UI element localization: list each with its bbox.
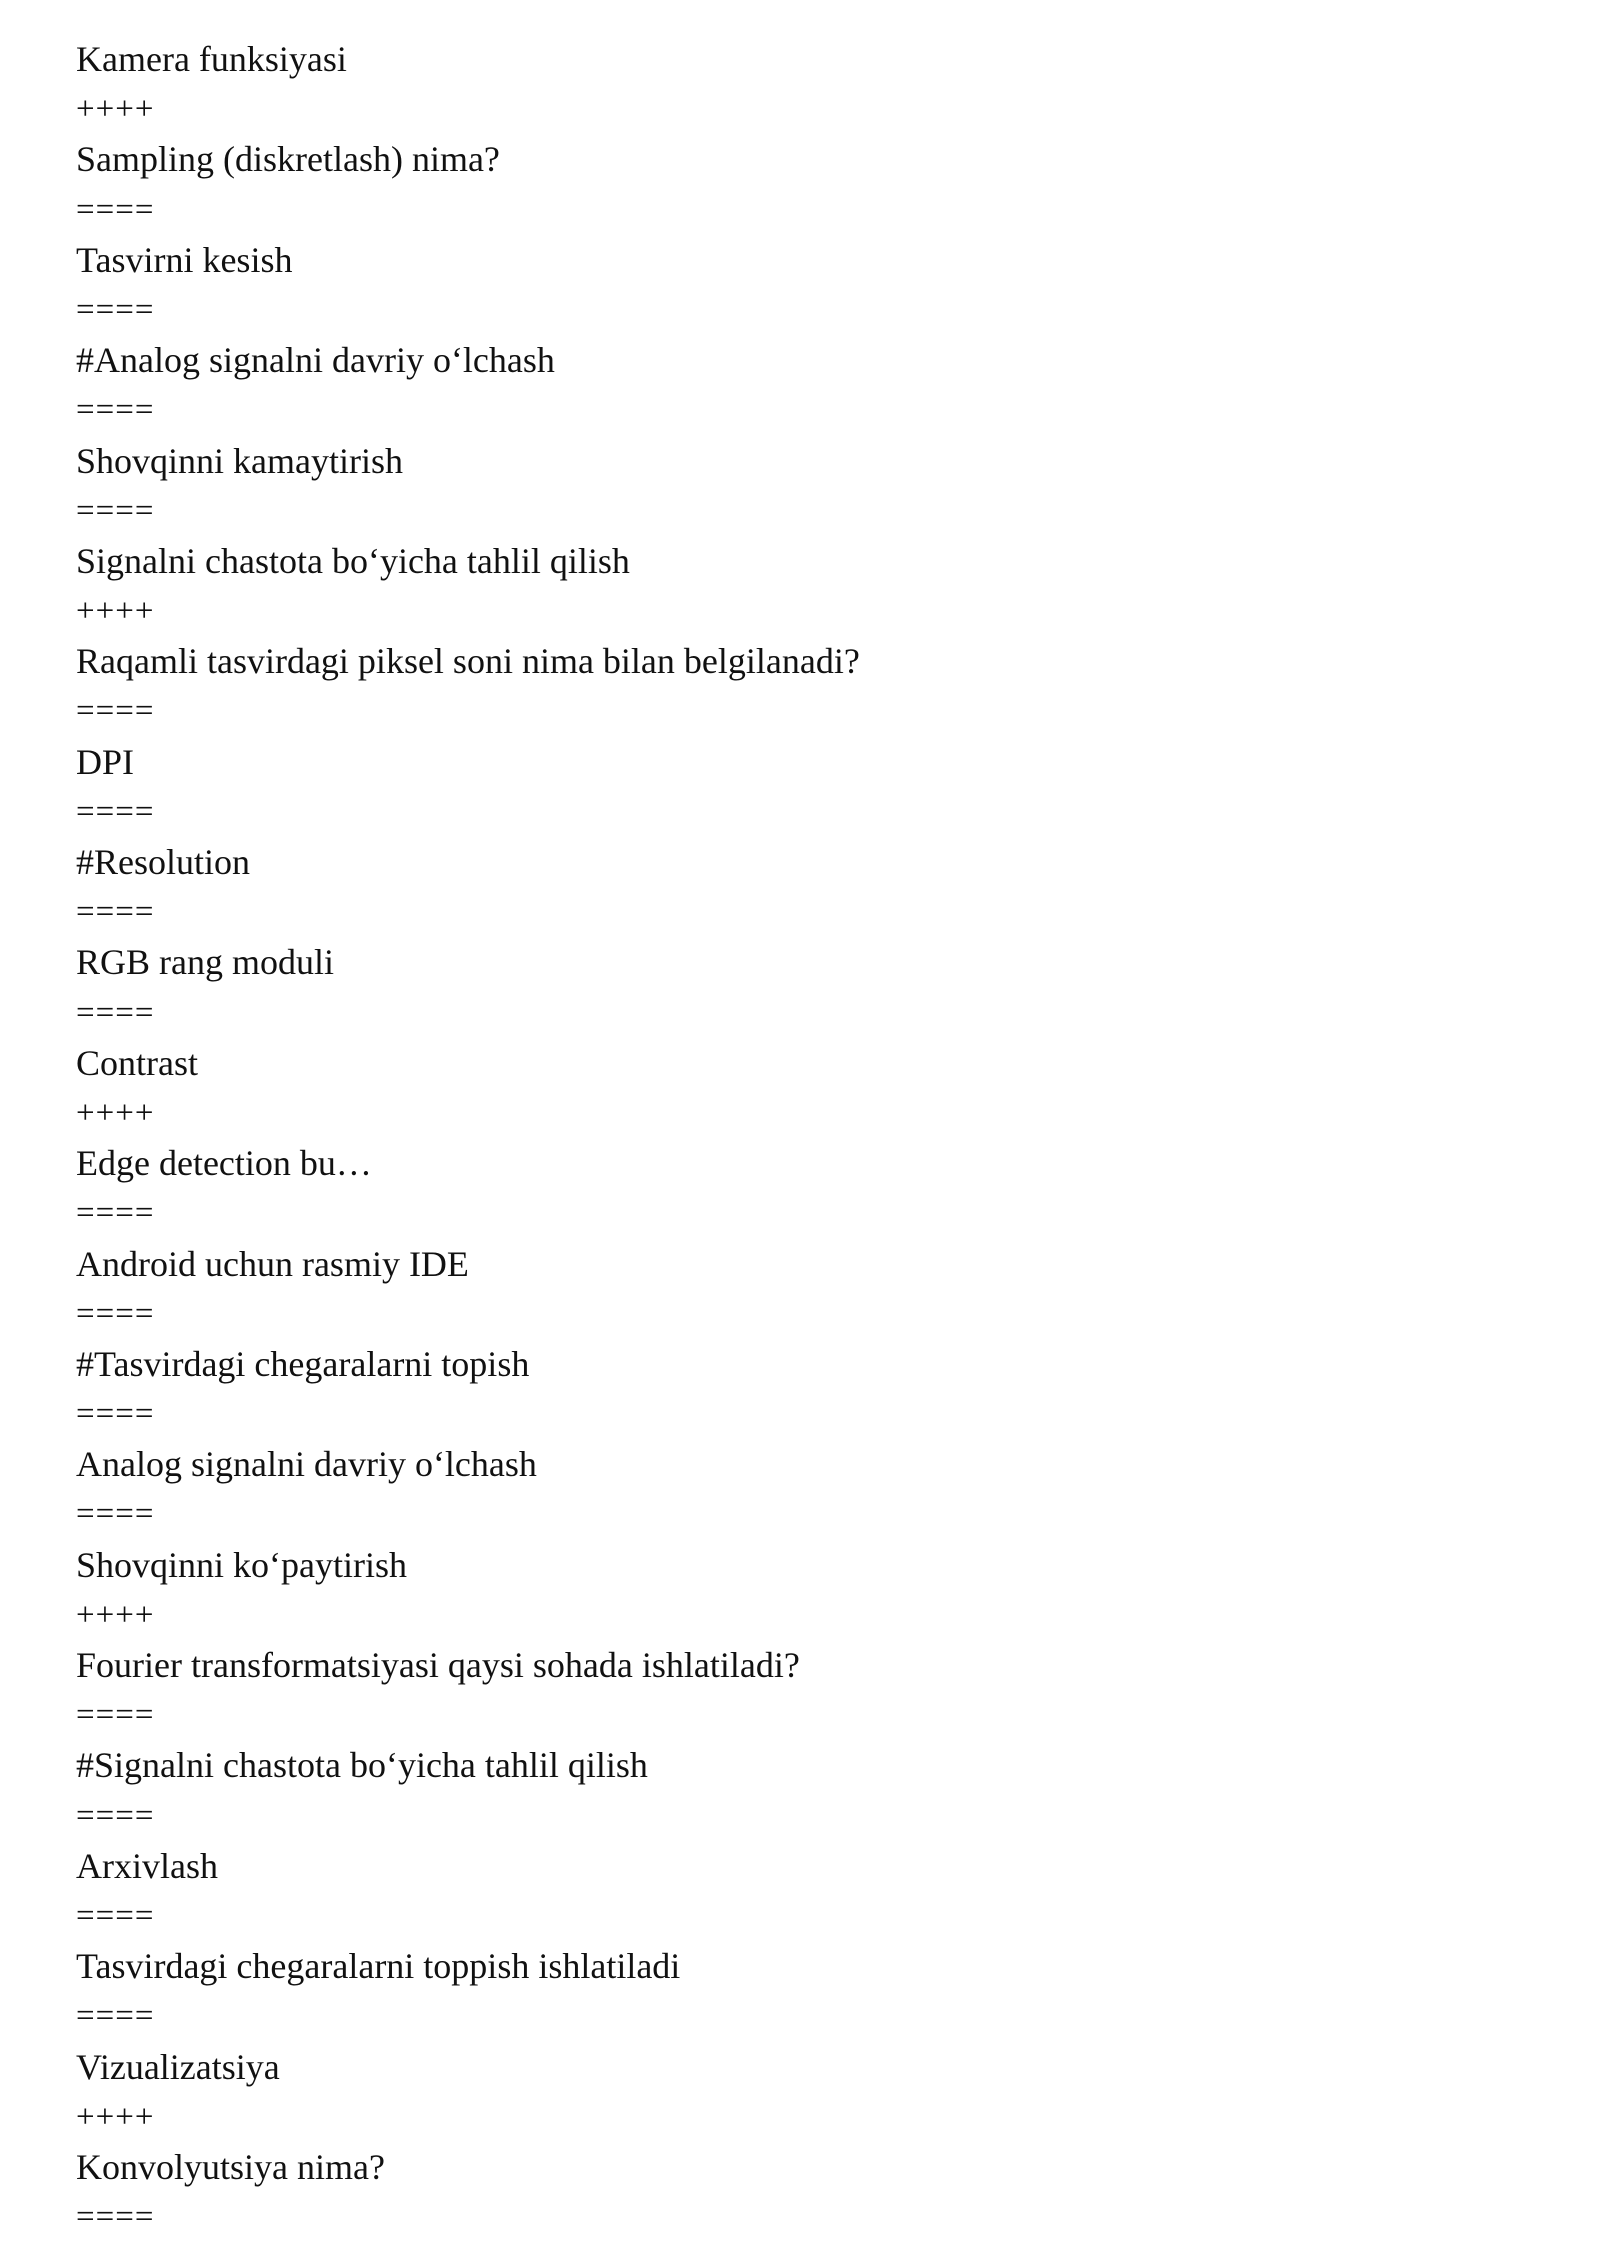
option-separator-line: ==== — [76, 1195, 155, 1232]
answer-line: Contrast — [76, 1042, 198, 1083]
option-separator-line: ==== — [76, 793, 155, 830]
option-separator-line: ==== — [76, 1797, 155, 1834]
correct-answer-line: #Analog signalni davriy o‘lchash — [76, 340, 555, 381]
correct-answer-line: #Signalni chastota bo‘yicha tahlil qilish — [76, 1745, 648, 1786]
question-separator-line: ++++ — [76, 1596, 155, 1633]
answer-line: Tasvirdagi chegaralarni toppish ishlatiladi — [76, 1946, 681, 1987]
option-separator-line: ==== — [76, 291, 155, 328]
question-separator-line: ++++ — [76, 91, 155, 128]
correct-answer-line: #Tasvirdagi chegaralarni topish — [76, 1343, 530, 1384]
option-separator-line: ==== — [76, 1396, 155, 1433]
document-body — [76, 34, 1526, 2242]
question-separator-line: ++++ — [76, 593, 155, 630]
correct-answer-line: #Resolution — [76, 842, 251, 882]
answer-line: Android uchun rasmiy IDE — [76, 1243, 469, 1284]
option-separator-line: ==== — [76, 994, 155, 1031]
option-separator-line: ==== — [76, 392, 155, 429]
option-separator-line: ==== — [76, 191, 155, 228]
answer-line: Signalni chastota bo‘yicha tahlil qilish — [76, 540, 630, 581]
question-separator-line: ++++ — [76, 2098, 155, 2135]
answer-line: Tasvirni kesish — [76, 239, 293, 280]
answer-line: DPI — [76, 741, 135, 782]
answer-line: Shovqinni kamaytirish — [76, 440, 403, 481]
option-separator-line: ==== — [76, 1295, 155, 1332]
question-line: Sampling (diskretlash) nima? — [76, 139, 500, 180]
option-separator-line: ==== — [76, 1697, 155, 1734]
answer-line: Analog signalni davriy o‘lchash — [76, 1444, 537, 1485]
question-line: Konvolyutsiya nima? — [76, 2146, 385, 2187]
option-separator-line: ==== — [76, 1998, 155, 2035]
option-separator-line: ==== — [76, 492, 155, 529]
question-line: Fourier transformatsiyasi qaysi sohada ishlatiladi? — [76, 1645, 800, 1685]
question-line: Raqamli tasvirdagi piksel soni nima bilan belgilanadi? — [76, 641, 860, 682]
answer-line: Shovqinni ko‘paytirish — [76, 1544, 407, 1585]
option-separator-line: ==== — [76, 693, 155, 730]
answer-line: Vizualizatsiya — [76, 2046, 280, 2087]
answer-line: Kamera funksiyasi — [76, 39, 347, 79]
answer-line: Arxivlash — [76, 1845, 218, 1886]
question-line: Edge detection bu… — [76, 1143, 372, 1184]
option-separator-line: ==== — [76, 894, 155, 931]
question-separator-line: ++++ — [76, 1094, 155, 1131]
answer-line: RGB rang moduli — [76, 942, 334, 983]
option-separator-line: ==== — [76, 1897, 155, 1934]
option-separator-line: ==== — [76, 1496, 155, 1533]
option-separator-line: ==== — [76, 2199, 155, 2236]
